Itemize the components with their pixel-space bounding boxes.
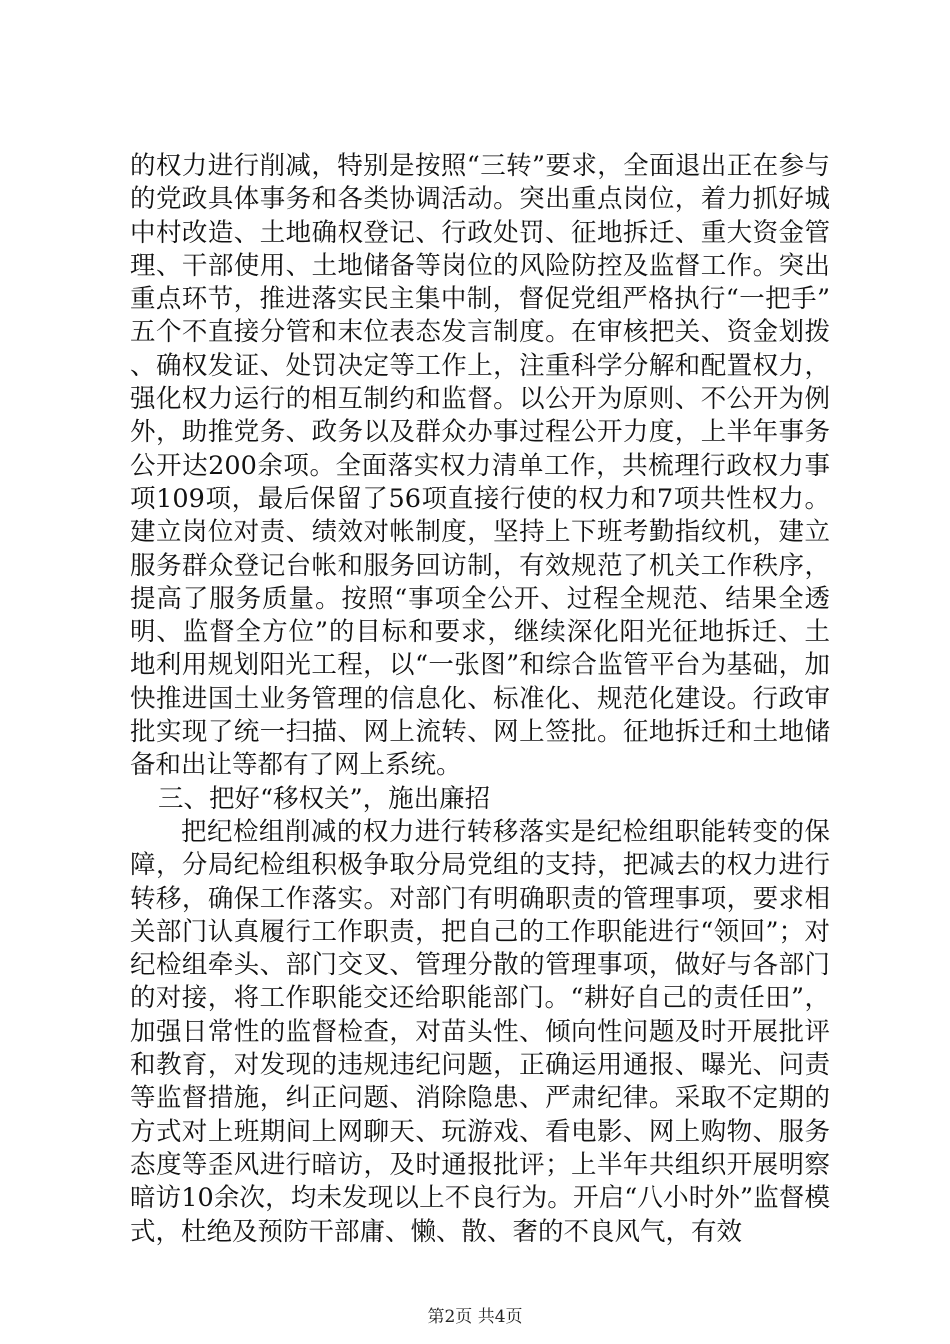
paragraph-transfer-power: 把纪检组削减的权力进行转移落实是纪检组职能转变的保障，分局纪检组积极争取分局党组的支持，把减去的权力进行转移，确保工作落实。对部门有明确职责的管理事项，要求相关部门认真履行工作职责，把自己的工作职能进行“领回”；对纪检组牵头、部门交叉、管理分散的管理事项，做好与各部门的对接，将工作职能交还给职能部门。“耕好自己的责任田”，加强日常性的监督检查，对苗头性、倾向性问题及时开展批评和教育，对发现的违规违纪问题，正确运用通报、曝光、问责等监督措施，纠正问题、消除隐患、严肃纪律。采取不定期的方式对上班期间上网聊天、玩游戏、看电影、网上购物、服务态度等歪风进行暗访，及时通报批评；上半年共组织开展明察暗访10余次，均未发现以上不良行为。开启“八小时外”监督模式，杜绝及预防干部庸、懒、散、奢的不良风气，有效	[130, 816, 830, 1247]
page-number-footer: 第2页 共4页	[427, 1307, 523, 1327]
document-body	[130, 150, 830, 1249]
paragraph-continued: 的权力进行削减，特别是按照“三转”要求，全面退出正在参与的党政具体事务和各类协调活动。突出重点岗位，着力抓好城中村改造、土地确权登记、行政处罚、征地拆迁、重大资金管理、干部使用、土地储备等岗位的风险防控及监督工作。突出重点环节，推进落实民主集中制，督促党组严格执行“一把手”五个不直接分管和末位表态发言制度。在审核把关、资金划拨、确权发证、处罚决定等工作上，注重科学分解和配置权力，强化权力运行的相互制约和监督。以公开为原则、不公开为例外，助推党务、政务以及群众办事过程公开力度，上半年事务公开达200余项。全面落实权力清单工作，共梳理行政权力事项109项，最后保留了56项直接行使的权力和7项共性权力。建立岗位对责、绩效对帐制度，坚持上下班考勤指纹机，建立服务群众登记台帐和服务回访制，有效规范了机关工作秩序，提高了服务质量。按照“事项全公开、过程全规范、结果全透明、监督全方位”的目标和要求，继续深化阳光征地拆迁、土地利用规划阳光工程，以“一张图”和综合监管平台为基础，加快推进国土业务管理的信息化、标准化、规范化建设。行政审批实现了统一扫描、网上流转、网上签批。征地拆迁和土地储备和出让等都有了网上系统。	[130, 151, 830, 781]
section-heading: 三、把好“移权关”，施出廉招	[158, 783, 491, 814]
